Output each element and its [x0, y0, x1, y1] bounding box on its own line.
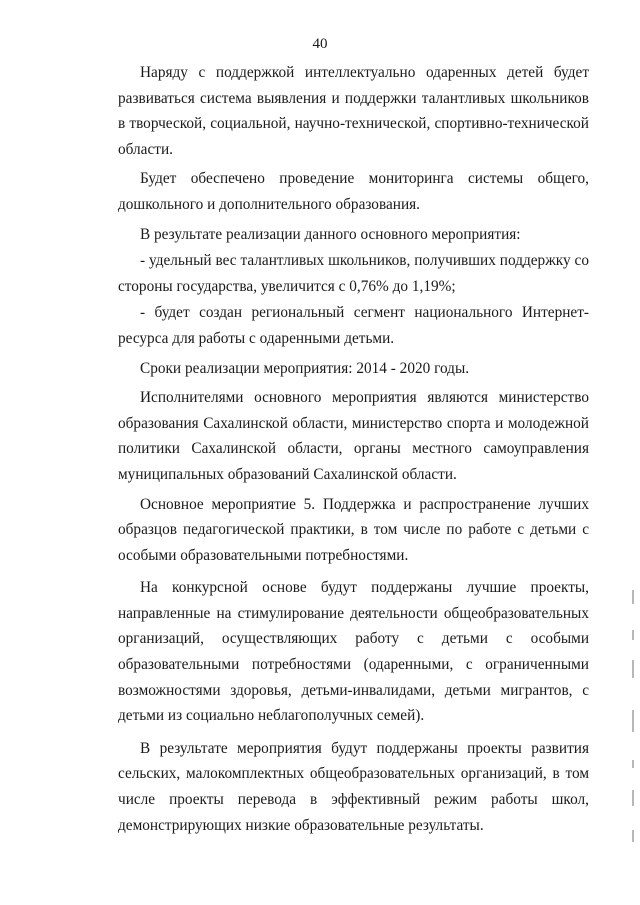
- paragraph-competitive-projects: На конкурсной основе будут поддержаны лучшие проекты, направленные на стимулирование деятельности общеобразовательных организаций, осуществляющих работу с детьми с особыми образовательными потребностями (одаренными, с ограниченными возможностями здоровья, детьми-инвалидами, детьми мигрантов, с детьми из социально неблагополучных семей).: [118, 579, 589, 725]
- scan-edge-marks: [630, 590, 636, 850]
- paragraph-result-internet-resource: - будет создан региональный сегмент национального Интернет-ресурса для работы с одаренными детьми.: [118, 304, 589, 347]
- paragraph-measure-5: Основное мероприятие 5. Поддержка и распространение лучших образцов педагогической практики, в том числе по работе с детьми с особыми образовательными потребностями.: [118, 495, 589, 564]
- paragraph-talent-development: Наряду с поддержкой интеллектуально одаренных детей будет развиваться система выявления и поддержки талантливых школьников в творческой, социальной, научно-технической, спортивно-технической области.: [118, 64, 589, 158]
- document-body: [118, 60, 589, 838]
- page-number: 40: [312, 36, 328, 52]
- paragraph-result-share: - удельный вес талантливых школьников, получивших поддержку со стороны государства, увеличится с 0,76% до 1,19%;: [118, 252, 589, 295]
- paragraph-executors: Исполнителями основного мероприятия являются министерство образования Сахалинской области, министерство спорта и молодежной политики Сахалинской области, органы местного самоуправления муниципальных образований Сахалинской области.: [118, 389, 589, 483]
- paragraph-timeframe: Сроки реализации мероприятия: 2014 - 2020 годы.: [140, 359, 470, 377]
- paragraph-rural-schools: В результате мероприятия будут поддержаны проекты развития сельских, малокомплектных общеобразовательных организаций, в том числе проекты перевода в эффективный режим работы школ, демонстрирующих низкие образовательные результаты.: [118, 739, 589, 834]
- paragraph-monitoring: Будет обеспечено проведение мониторинга системы общего, дошкольного и дополнительного образования.: [118, 170, 589, 213]
- paragraph-results-intro: В результате реализации данного основного мероприятия:: [140, 225, 521, 243]
